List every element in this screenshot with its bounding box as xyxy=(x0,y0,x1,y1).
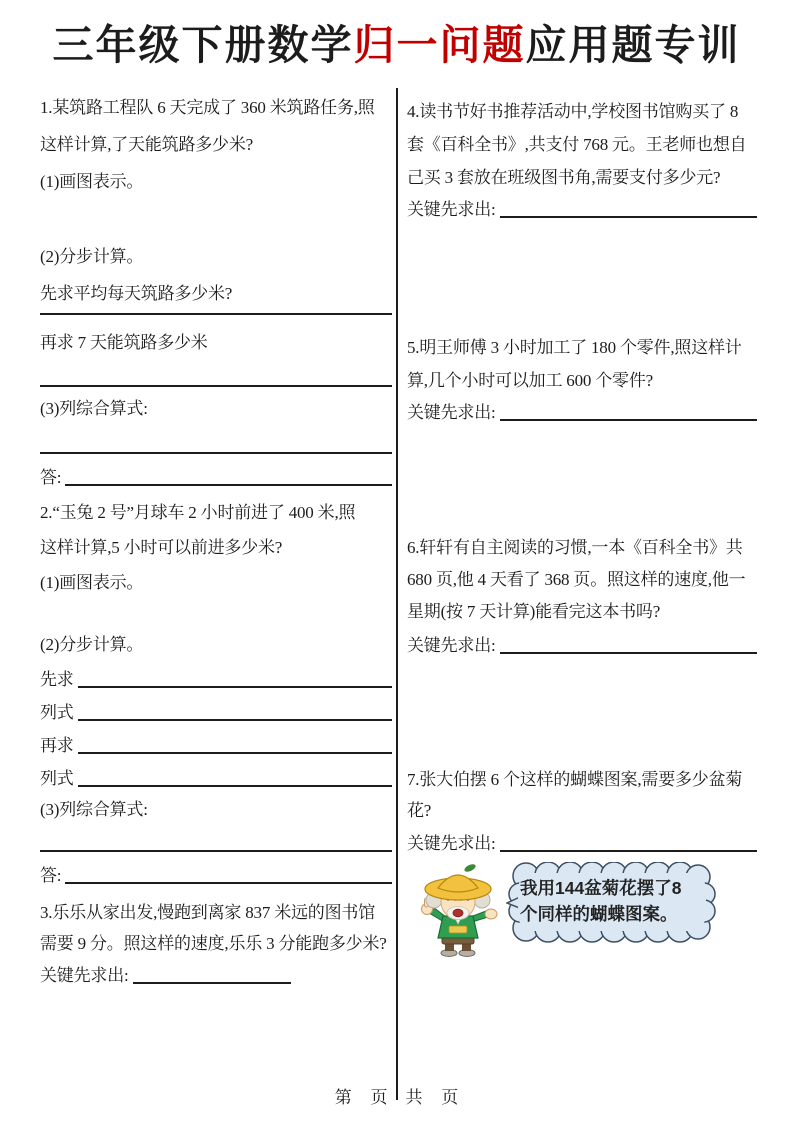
q7-key-blank xyxy=(500,850,757,852)
q2-first-label: 先求 xyxy=(40,670,74,689)
q4-key-label: 关键先求出: xyxy=(407,200,496,219)
q1-first-prompt: 先求平均每天筑路多少米? xyxy=(40,284,233,303)
bubble-text-line-1: 我用144盆菊花摆了8 xyxy=(520,878,682,898)
q2-expr2-label: 列式 xyxy=(40,769,74,788)
q2-expr1-blank xyxy=(78,719,392,721)
q2-then-line xyxy=(40,734,392,758)
footer-page-right: 共 页 xyxy=(405,1088,459,1107)
q6-key-blank xyxy=(500,652,757,654)
q2-answer-blank xyxy=(65,882,392,884)
q4-key-line xyxy=(407,198,757,222)
q7-line-2: 花? xyxy=(407,801,432,820)
q2-answer-line xyxy=(40,864,392,888)
q7-key-line xyxy=(407,832,757,856)
q4-key-blank xyxy=(500,216,757,218)
title-red-part: 归一问题 xyxy=(353,22,526,68)
page-title xyxy=(0,12,793,71)
q3-line-1: 3.乐乐从家出发,慢跑到离家 837 米远的图书馆 xyxy=(40,903,375,922)
q2-line-1: 2.“玉兔 2 号”月球车 2 小时前进了 400 米,照 xyxy=(40,503,356,522)
q2-sub-step: (2)分步计算。 xyxy=(40,635,144,654)
q2-sub-draw: (1)画图表示。 xyxy=(40,573,144,592)
q2-expr1-label: 列式 xyxy=(40,703,74,722)
q1-sub-draw: (1)画图表示。 xyxy=(40,172,144,191)
speech-bubble xyxy=(506,862,712,944)
q5-key-label: 关键先求出: xyxy=(407,403,496,422)
q4-line-3: 己买 3 套放在班级图书角,需要支付多少元? xyxy=(407,168,721,187)
q6-key-label: 关键先求出: xyxy=(407,636,496,655)
q1-answer-rule-1 xyxy=(40,313,392,315)
column-divider xyxy=(396,88,398,1100)
footer-page-left: 第 页 xyxy=(334,1088,388,1107)
title-part-1: 三年级下册数学 xyxy=(52,22,354,68)
q2-sub-combined: (3)列综合算式: xyxy=(40,800,148,819)
q3-key-line xyxy=(40,964,392,988)
bubble-text-line-2: 个同样的蝴蝶图案。 xyxy=(520,904,678,924)
title-part-2: 应用题专训 xyxy=(525,22,741,68)
q4-line-2: 套《百科全书》,共支付 768 元。王老师也想自 xyxy=(407,135,747,154)
q2-then-blank xyxy=(78,752,392,754)
q2-line-2: 这样计算,5 小时可以前进多少米? xyxy=(40,538,283,557)
q2-first-blank xyxy=(78,686,392,688)
q2-expr2-blank xyxy=(78,785,392,787)
farmer-icon xyxy=(412,860,504,958)
q3-key-blank xyxy=(133,982,291,984)
q7-line-1: 7.张大伯摆 6 个这样的蝴蝶图案,需要多少盆菊 xyxy=(407,770,743,789)
page-footer xyxy=(0,1083,793,1108)
q6-key-line xyxy=(407,634,757,658)
q1-then-prompt: 再求 7 天能筑路多少米 xyxy=(40,333,208,352)
q5-line-2: 算,几个小时可以加工 600 个零件? xyxy=(407,371,653,390)
q1-answer-rule-2 xyxy=(40,385,392,387)
q1-sub-step: (2)分步计算。 xyxy=(40,247,144,266)
q4-line-1: 4.读书节好书推荐活动中,学校图书馆购买了 8 xyxy=(407,102,739,121)
q2-expr2-line xyxy=(40,767,392,791)
q6-line-2: 680 页,他 4 天看了 368 页。照这样的速度,他一 xyxy=(407,570,746,589)
q5-key-line xyxy=(407,401,757,425)
q5-key-blank xyxy=(500,419,757,421)
q3-key-label: 关键先求出: xyxy=(40,966,129,985)
q6-line-3: 星期(按 7 天计算)能看完这本书吗? xyxy=(407,602,661,621)
q6-line-1: 6.轩轩有自主阅读的习惯,一本《百科全书》共 xyxy=(407,538,743,557)
q1-answer-line xyxy=(40,466,392,490)
q1-sub-combined: (3)列综合算式: xyxy=(40,399,148,418)
q1-line-1: 1.某筑路工程队 6 天完成了 360 米筑路任务,照 xyxy=(40,98,375,117)
q2-answer-label: 答: xyxy=(40,866,62,885)
q2-then-label: 再求 xyxy=(40,736,74,755)
q5-line-1: 5.明王师傅 3 小时加工了 180 个零件,照这样计 xyxy=(407,338,742,357)
q3-line-2: 需要 9 分。照这样的速度,乐乐 3 分能跑多少米? xyxy=(40,934,387,953)
q2-answer-rule xyxy=(40,850,392,852)
q2-first-line xyxy=(40,668,392,692)
q1-line-2: 这样计算,了天能筑路多少米? xyxy=(40,135,253,154)
q7-key-label: 关键先求出: xyxy=(407,834,496,853)
farmer-illustration xyxy=(412,860,504,958)
q2-expr1-line xyxy=(40,701,392,725)
bubble-text xyxy=(520,875,702,927)
q1-answer-blank xyxy=(65,484,392,486)
q1-answer-label: 答: xyxy=(40,468,62,487)
q1-answer-rule-3 xyxy=(40,452,392,454)
